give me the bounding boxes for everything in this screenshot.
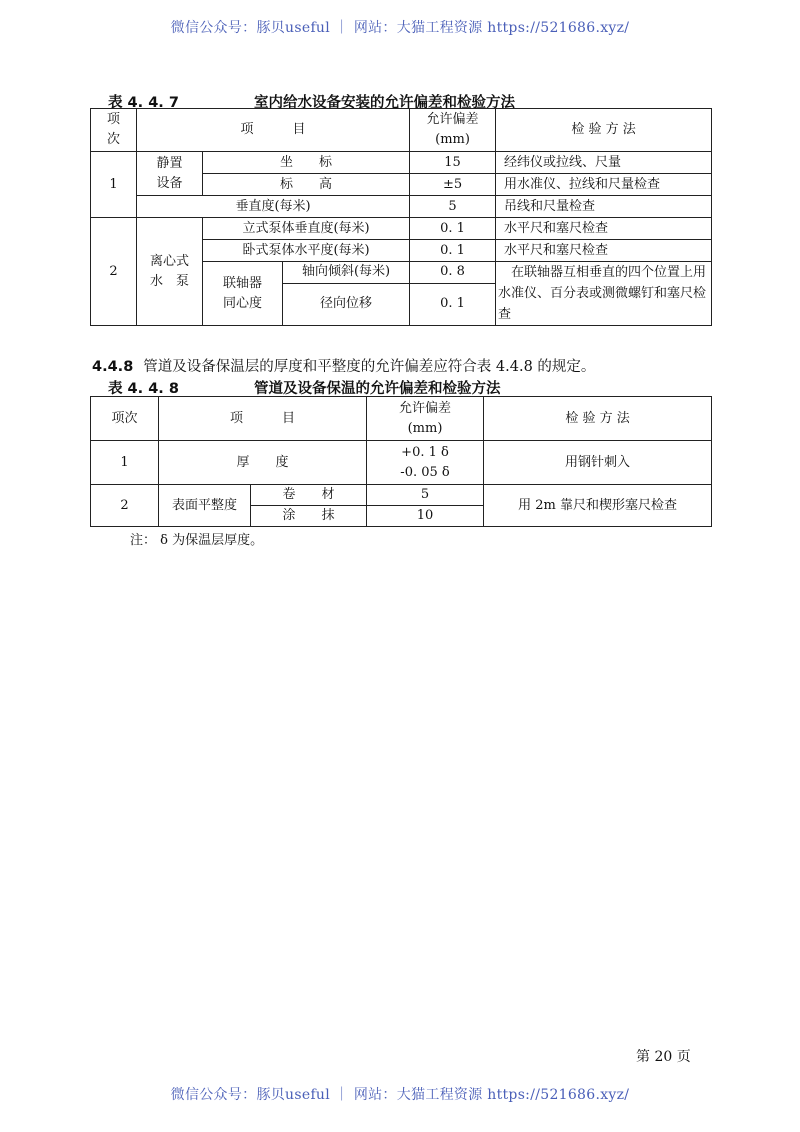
table2-caption xyxy=(108,377,501,398)
method-cell: 用钢针刺入 xyxy=(484,441,712,485)
tolerance-cell: +0. 1 δ -0. 05 δ xyxy=(367,441,484,485)
method-cell: 吊线和尺量检查 xyxy=(496,196,712,218)
table-row xyxy=(91,485,712,506)
method-cell-merged: 在联轴器互相垂直的四个位置上用水准仪、百分表或测微螺钉和塞尺检查 xyxy=(496,262,712,326)
tolerance-cell: 5 xyxy=(410,196,496,218)
method-cell: 水平尺和塞尺检查 xyxy=(496,218,712,240)
item-cell: 轴向倾斜(每米) xyxy=(283,262,410,284)
table-row xyxy=(91,441,712,485)
item-cell: 立式泵体垂直度(每米) xyxy=(203,218,410,240)
method-cell: 用水准仪、拉线和尺量检查 xyxy=(496,174,712,196)
row-index: 1 xyxy=(91,152,137,218)
table2-header-row xyxy=(91,397,712,441)
method-cell: 水平尺和塞尺检查 xyxy=(496,240,712,262)
tolerance-cell: 0. 1 xyxy=(410,218,496,240)
table-row xyxy=(91,196,712,218)
clause-text: 管道及设备保温层的厚度和平整度的允许偏差应符合表 4.4.8 的规定。 xyxy=(143,359,596,375)
tolerance-cell: 0. 8 xyxy=(410,262,496,284)
subgroup-label: 联轴器 同心度 xyxy=(203,262,283,326)
clause-number: 4.4.8 xyxy=(92,359,134,375)
table-row xyxy=(91,152,712,174)
tolerance-cell: 0. 1 xyxy=(410,240,496,262)
table1 xyxy=(90,108,712,326)
watermark-top: 微信公众号：豚贝useful ｜ 网站：大猫工程资源 https://521686.xyz/ xyxy=(170,20,630,36)
method-cell: 用 2m 靠尺和楔形塞尺检查 xyxy=(484,485,712,527)
tolerance-cell: 10 xyxy=(367,506,484,527)
header-tolerance: 允许偏差 (mm) xyxy=(367,397,484,441)
tolerance-cell: ±5 xyxy=(410,174,496,196)
header-item: 项 目 xyxy=(137,109,410,152)
page-number: 第 20 页 xyxy=(636,1049,691,1065)
clause-paragraph xyxy=(92,355,595,376)
table1-header-row xyxy=(91,109,712,152)
group-label: 离心式 水 泵 xyxy=(137,218,203,326)
tolerance-cell: 5 xyxy=(367,485,484,506)
header-index: 项次 xyxy=(91,397,159,441)
header-item: 项 目 xyxy=(159,397,367,441)
row-index: 2 xyxy=(91,218,137,326)
header-tolerance: 允许偏差 (mm) xyxy=(410,109,496,152)
item-cell: 厚 度 xyxy=(159,441,367,485)
row-index: 1 xyxy=(91,441,159,485)
table2-title: 管道及设备保温的允许偏差和检验方法 xyxy=(254,381,501,397)
item-cell: 标 高 xyxy=(203,174,410,196)
table1-number: 表 4. 4. 7 xyxy=(108,95,179,111)
item-cell: 涂 抹 xyxy=(251,506,367,527)
group-label: 静置 设备 xyxy=(137,152,203,196)
method-cell: 经纬仪或拉线、尺量 xyxy=(496,152,712,174)
item-cell: 径向位移 xyxy=(283,283,410,325)
table2 xyxy=(90,396,712,527)
header-index: 项 次 xyxy=(91,109,137,152)
item-cell: 卷 材 xyxy=(251,485,367,506)
table-note: 注： δ 为保温层厚度。 xyxy=(130,533,264,548)
tolerance-cell: 15 xyxy=(410,152,496,174)
item-cell: 坐 标 xyxy=(203,152,410,174)
header-method: 检 验 方 法 xyxy=(496,109,712,152)
group-label: 表面平整度 xyxy=(159,485,251,527)
table2-number: 表 4. 4. 8 xyxy=(108,381,179,397)
item-cell: 卧式泵体水平度(每米) xyxy=(203,240,410,262)
row-index: 2 xyxy=(91,485,159,527)
tolerance-cell: 0. 1 xyxy=(410,283,496,325)
table-row xyxy=(91,218,712,240)
watermark-bottom: 微信公众号：豚贝useful ｜ 网站：大猫工程资源 https://521686.xyz/ xyxy=(170,1087,630,1103)
header-method: 检 验 方 法 xyxy=(484,397,712,441)
table1-title: 室内给水设备安装的允许偏差和检验方法 xyxy=(254,95,515,111)
item-cell: 垂直度(每米) xyxy=(137,196,410,218)
